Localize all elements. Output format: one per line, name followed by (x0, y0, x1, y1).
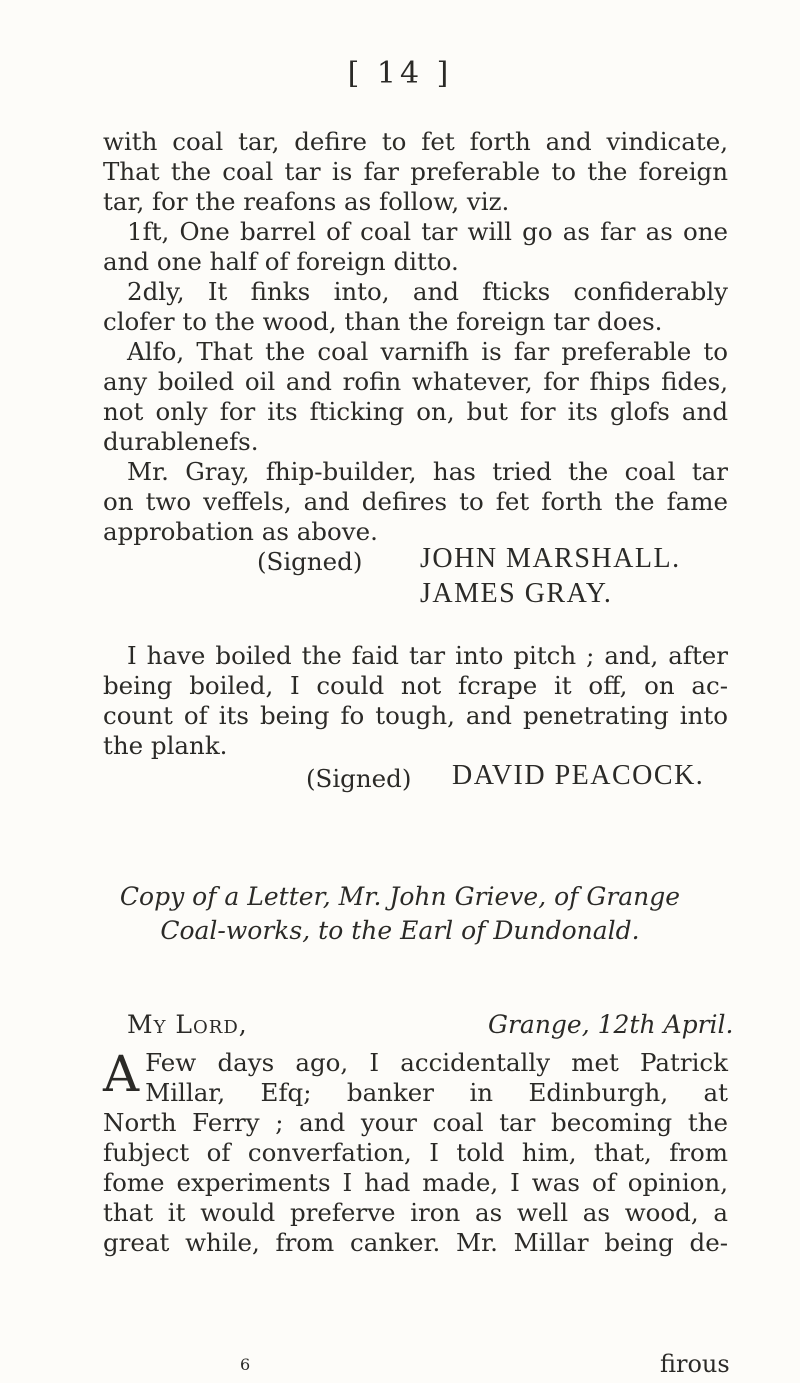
text-line: durablenefs. (103, 427, 259, 456)
paragraph-testimony (103, 127, 728, 547)
text-line: fome experiments I had made, I was of opinion, (103, 1168, 728, 1197)
text-line: any boiled oil and rofin whatever, for fhips fides, (103, 367, 728, 396)
signed-label: (Signed) (306, 764, 412, 793)
text-line: Alfo, That the coal varnifh is far preferable to (127, 337, 728, 366)
text-line: clofer to the wood, than the foreign tar does. (103, 307, 663, 336)
text-line: Mr. Gray, fhip-builder, has tried the coal tar (127, 457, 728, 486)
text-line: Few days ago, I accidentally met Patrick (145, 1048, 728, 1077)
text-line: with coal tar, defire to fet forth and vindicate, (103, 127, 728, 156)
dateline: Grange, 12th April. (488, 1010, 734, 1039)
text-line: fubject of converfation, I told him, that, from (103, 1138, 728, 1167)
text-line: on two veffels, and defires to fet forth the fame (103, 487, 728, 516)
text-line: tar, for the reafons as follow, viz. (103, 187, 510, 216)
salutation: My Lord, (127, 1010, 248, 1039)
signer-david-peacock: DAVID PEACOCK. (452, 760, 705, 791)
text-line: count of its being fo tough, and penetrating into (103, 701, 728, 730)
drop-cap: A (103, 1045, 140, 1103)
text-line: 2dly, It finks into, and fticks confiderably (127, 277, 728, 306)
text-line: approbation as above. (103, 517, 378, 546)
signer-john-marshall: JOHN MARSHALL. (420, 543, 681, 574)
text-line: and one half of foreign ditto. (103, 247, 459, 276)
text-line: 1ft, One barrel of coal tar will go as far as one (127, 217, 728, 246)
text-line: I have boiled the faid tar into pitch ; and, after (127, 641, 728, 670)
text-line: not only for its fticking on, but for its glofs and (103, 397, 728, 426)
paragraph-peacock (103, 641, 728, 761)
signer-james-gray: JAMES GRAY. (420, 578, 613, 609)
text-line: North Ferry ; and your coal tar becoming the (103, 1108, 728, 1137)
letter-heading-line-2: Coal-works, to the Earl of Dundonald. (160, 916, 640, 945)
text-line: that it would preferve iron as well as wood, a (103, 1198, 728, 1227)
letter-heading-line-1: Copy of a Letter, Mr. John Grieve, of Grange (119, 882, 681, 911)
text-line: being boiled, I could not fcrape it off, on ac- (103, 671, 728, 700)
signature-mark: 6 (240, 1355, 251, 1374)
signed-label: (Signed) (257, 547, 363, 576)
page-number: [ 14 ] (347, 56, 453, 91)
text-line: the plank. (103, 731, 228, 760)
text-line: That the coal tar is far preferable to the foreign (103, 157, 728, 186)
text-line: great while, from canker. Mr. Millar being de- (103, 1228, 728, 1257)
catchword: firous (660, 1350, 730, 1378)
text-line: Millar, Efq; banker in Edinburgh, at (145, 1078, 728, 1107)
letter-body (103, 1045, 728, 1258)
